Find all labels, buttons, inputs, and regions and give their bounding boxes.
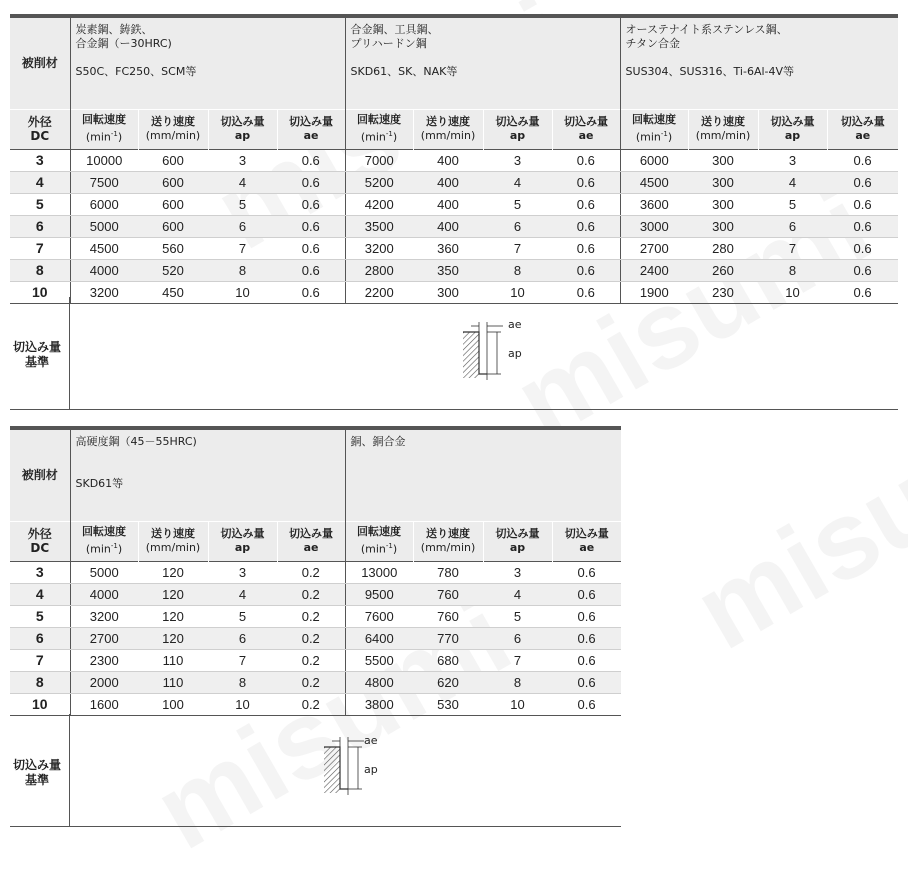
value-cell: 13000 [345,561,413,583]
value-cell: 5 [483,605,552,627]
value-cell: 0.6 [277,259,345,281]
value-cell: 0.2 [277,671,345,693]
value-cell: 0.2 [277,605,345,627]
value-cell: 3500 [345,215,413,237]
value-cell: 3 [483,561,552,583]
feed-rate-header: 送り速度 (mm/min) [688,109,758,149]
spindle-speed-header: 回転速度 $(\min^{-1})$ [70,109,138,149]
material-group-1: 炭素鋼、鋳鉄、 合金鋼（ー30HRC) S50C、FC250、SCM等 [70,16,345,109]
value-cell: 680 [413,649,483,671]
value-cell: 4 [208,171,277,193]
spindle-speed-header: 回転速度 $(\min^{-1})$ [345,521,413,561]
value-cell: 10 [758,281,827,303]
value-cell: 3200 [70,281,138,303]
value-cell: 0.6 [277,281,345,303]
value-cell: 7 [483,237,552,259]
value-cell: 0.2 [277,627,345,649]
table-row [10,171,898,193]
value-cell: 4000 [70,583,138,605]
value-cell: 0.6 [827,237,898,259]
value-cell: 7600 [345,605,413,627]
value-cell: 4 [483,171,552,193]
depth-reference-label: 切込み量 基準 [12,340,61,369]
depth-ae-header: 切込み量 ae [277,109,345,149]
value-cell: 6400 [345,627,413,649]
column-header-row [10,521,621,561]
diameter-cell: 8 [10,671,70,693]
value-cell: 3 [758,149,827,171]
value-cell: 600 [138,171,208,193]
depth-ae-header: 切込み量 ae [827,109,898,149]
table-row [10,693,621,715]
value-cell: 6 [208,215,277,237]
value-cell: 7 [758,237,827,259]
value-cell: 0.6 [552,281,620,303]
depth-ae-header: 切込み量 ae [277,521,345,561]
value-cell: 0.6 [552,149,620,171]
value-cell: 0.6 [552,193,620,215]
feed-rate-header: 送り速度 (mm/min) [413,109,483,149]
depth-ap-header: 切込み量 ap [483,109,552,149]
divider [10,826,621,827]
value-cell: 8 [483,259,552,281]
value-cell: 0.2 [277,693,345,715]
value-cell: 8 [208,259,277,281]
table-row [10,583,621,605]
value-cell: 4200 [345,193,413,215]
value-cell: 0.6 [552,605,621,627]
material-label: 被削材 [10,428,70,521]
column-header-row [10,109,898,149]
material-group-3: オーステナイト系ステンレス鋼、 チタン合金 SUS304、SUS316、Ti-6Al-4V等 [620,16,898,109]
value-cell: 7 [208,237,277,259]
diameter-cell: 7 [10,237,70,259]
value-cell: 4500 [620,171,688,193]
material-label: 被削材 [10,16,70,109]
value-cell: 400 [413,149,483,171]
value-cell: 10 [208,281,277,303]
ap-label: ap [508,347,522,360]
value-cell: 4500 [70,237,138,259]
value-cell: 3 [208,149,277,171]
depth-ap-header: 切込み量 ap [483,521,552,561]
diameter-cell: 3 [10,561,70,583]
dc-label: 外径 DC [10,521,70,561]
value-cell: 4 [483,583,552,605]
depth-of-cut-diagram [316,733,396,805]
table-row [10,281,898,303]
value-cell: 0.6 [277,193,345,215]
dc-label: 外径 DC [10,109,70,149]
value-cell: 0.6 [552,649,621,671]
value-cell: 260 [688,259,758,281]
feed-rate-header: 送り速度 (mm/min) [138,521,208,561]
ap-label: ap [364,763,378,776]
value-cell: 0.6 [552,259,620,281]
value-cell: 0.6 [827,215,898,237]
value-cell: 0.6 [552,671,621,693]
value-cell: 360 [413,237,483,259]
value-cell: 8 [483,671,552,693]
cutting-conditions-table-2 [10,426,621,716]
material-group-2: 合金鋼、工具鋼、 プリハードン鋼 SKD61、SK、NAK等 [345,16,620,109]
diameter-cell: 6 [10,627,70,649]
cutting-conditions-table-1 [10,14,898,304]
value-cell: 6 [758,215,827,237]
diameter-cell: 7 [10,649,70,671]
value-cell: 5200 [345,171,413,193]
value-cell: 300 [688,193,758,215]
value-cell: 0.2 [277,649,345,671]
value-cell: 7500 [70,171,138,193]
value-cell: 8 [208,671,277,693]
value-cell: 0.6 [552,237,620,259]
value-cell: 100 [138,693,208,715]
diameter-cell: 8 [10,259,70,281]
table-row [10,149,898,171]
diameter-cell: 4 [10,583,70,605]
value-cell: 10 [483,693,552,715]
value-cell: 3200 [70,605,138,627]
value-cell: 3600 [620,193,688,215]
value-cell: 300 [413,281,483,303]
diameter-cell: 10 [10,281,70,303]
value-cell: 0.6 [552,215,620,237]
value-cell: 600 [138,149,208,171]
value-cell: 6 [483,627,552,649]
value-cell: 120 [138,561,208,583]
value-cell: 600 [138,215,208,237]
table-row [10,649,621,671]
value-cell: 780 [413,561,483,583]
table-row [10,627,621,649]
value-cell: 2700 [70,627,138,649]
value-cell: 5 [758,193,827,215]
value-cell: 5000 [70,561,138,583]
value-cell: 0.2 [277,583,345,605]
value-cell: 4 [758,171,827,193]
value-cell: 10 [208,693,277,715]
divider [10,409,898,410]
value-cell: 8 [758,259,827,281]
diameter-cell: 3 [10,149,70,171]
value-cell: 3200 [345,237,413,259]
value-cell: 2400 [620,259,688,281]
value-cell: 5000 [70,215,138,237]
feed-rate-header: 送り速度 (mm/min) [413,521,483,561]
value-cell: 0.6 [552,627,621,649]
value-cell: 1900 [620,281,688,303]
value-cell: 400 [413,171,483,193]
value-cell: 760 [413,583,483,605]
value-cell: 520 [138,259,208,281]
value-cell: 0.6 [827,259,898,281]
value-cell: 5500 [345,649,413,671]
value-cell: 0.6 [827,149,898,171]
value-cell: 2800 [345,259,413,281]
value-cell: 6000 [620,149,688,171]
value-cell: 620 [413,671,483,693]
table-row [10,259,898,281]
diameter-cell: 5 [10,605,70,627]
value-cell: 300 [688,149,758,171]
ae-label: ae [364,734,378,747]
value-cell: 10 [483,281,552,303]
value-cell: 0.6 [277,237,345,259]
watermark [674,372,908,675]
value-cell: 0.6 [277,215,345,237]
value-cell: 120 [138,627,208,649]
value-cell: 4000 [70,259,138,281]
value-cell: 450 [138,281,208,303]
value-cell: 2200 [345,281,413,303]
diameter-cell: 4 [10,171,70,193]
value-cell: 7000 [345,149,413,171]
depth-ap-header: 切込み量 ap [208,109,277,149]
value-cell: 3 [208,561,277,583]
value-cell: 600 [138,193,208,215]
value-cell: 0.6 [277,149,345,171]
depth-of-cut-diagram [455,318,535,390]
value-cell: 560 [138,237,208,259]
material-group-2: 銅、銅合金 [345,428,621,521]
value-cell: 6 [483,215,552,237]
value-cell: 5 [483,193,552,215]
value-cell: 2700 [620,237,688,259]
value-cell: 4 [208,583,277,605]
value-cell: 0.6 [552,583,621,605]
value-cell: 0.6 [552,561,621,583]
value-cell: 0.6 [827,171,898,193]
ae-label: ae [508,318,522,331]
value-cell: 300 [688,171,758,193]
value-cell: 0.6 [827,193,898,215]
table-row [10,561,621,583]
value-cell: 400 [413,193,483,215]
table-row [10,215,898,237]
value-cell: 0.6 [827,281,898,303]
value-cell: 0.6 [552,693,621,715]
diameter-cell: 10 [10,693,70,715]
value-cell: 760 [413,605,483,627]
value-cell: 2000 [70,671,138,693]
value-cell: 400 [413,215,483,237]
diameter-cell: 5 [10,193,70,215]
value-cell: 230 [688,281,758,303]
depth-ap-header: 切込み量 ap [208,521,277,561]
value-cell: 110 [138,671,208,693]
value-cell: 6 [208,627,277,649]
value-cell: 770 [413,627,483,649]
table-row [10,671,621,693]
value-cell: 9500 [345,583,413,605]
value-cell: 530 [413,693,483,715]
value-cell: 110 [138,649,208,671]
value-cell: 6000 [70,193,138,215]
depth-ae-header: 切込み量 ae [552,109,620,149]
value-cell: 0.6 [552,171,620,193]
table-row [10,605,621,627]
value-cell: 120 [138,583,208,605]
spindle-speed-header: 回転速度 $(\min^{-1})$ [345,109,413,149]
value-cell: 5 [208,193,277,215]
depth-reference-label: 切込み量 基準 [12,758,61,787]
value-cell: 300 [688,215,758,237]
spindle-speed-header: 回転速度 $(\min^{-1})$ [70,521,138,561]
value-cell: 3000 [620,215,688,237]
value-cell: 7 [483,649,552,671]
feed-rate-header: 送り速度 (mm/min) [138,109,208,149]
value-cell: 10000 [70,149,138,171]
depth-ae-header: 切込み量 ae [552,521,621,561]
value-cell: 2300 [70,649,138,671]
value-cell: 3800 [345,693,413,715]
table-row [10,193,898,215]
value-cell: 280 [688,237,758,259]
diameter-cell: 6 [10,215,70,237]
table-row [10,237,898,259]
value-cell: 0.2 [277,561,345,583]
value-cell: 3 [483,149,552,171]
value-cell: 120 [138,605,208,627]
value-cell: 5 [208,605,277,627]
value-cell: 1600 [70,693,138,715]
spindle-speed-header: 回転速度 $(\min^{-1})$ [620,109,688,149]
value-cell: 0.6 [277,171,345,193]
material-group-1: 高硬度鋼（45－55HRC) SKD61等 [70,428,345,521]
value-cell: 4800 [345,671,413,693]
value-cell: 350 [413,259,483,281]
value-cell: 7 [208,649,277,671]
depth-ap-header: 切込み量 ap [758,109,827,149]
